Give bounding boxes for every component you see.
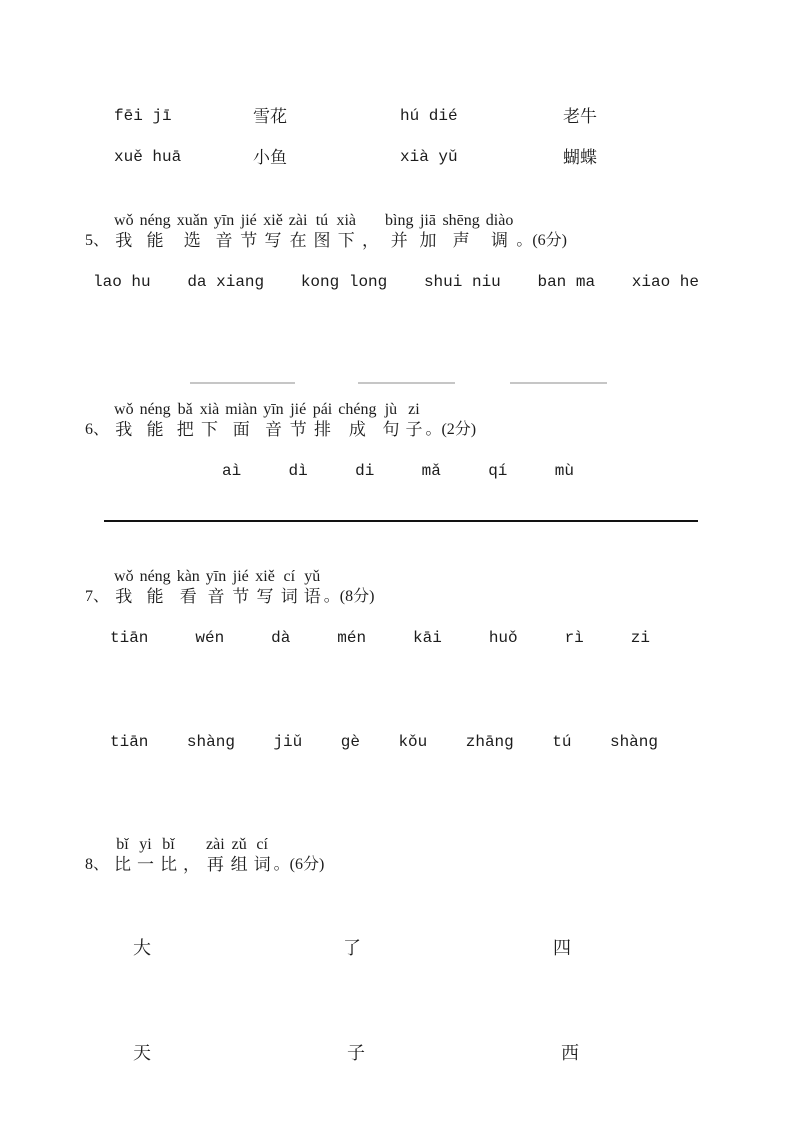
pinyin-syllable: wǒ — [114, 212, 134, 229]
pinyin-hanzi-pair — [416, 211, 439, 251]
pinyin-syllable: zài — [206, 836, 225, 853]
hanzi-char: 加 — [419, 231, 437, 250]
hanzi-char: 组 — [230, 855, 248, 874]
answer-line — [510, 382, 607, 384]
question-score: 。(2分) — [425, 421, 477, 438]
hanzi-char: 节 — [232, 587, 250, 606]
question-score: 。(8分) — [323, 588, 375, 605]
pinyin-syllable: shēng — [442, 212, 480, 229]
question-5-heading — [85, 211, 567, 251]
word-bank-item: shui niu — [423, 273, 501, 291]
pinyin-syllable: bǐ — [162, 836, 175, 853]
pinyin-syllable: zài — [288, 212, 308, 229]
pinyin-hanzi-pair — [197, 400, 223, 440]
pinyin-syllable: pái — [312, 401, 333, 418]
pinyin-syllable: yīn — [213, 212, 235, 229]
pinyin-syllable: xià — [199, 401, 220, 418]
pinyin-syllable: bǐ — [116, 836, 129, 853]
pinyin-hanzi-pair — [260, 400, 286, 440]
pinyin-syllable: néng — [139, 212, 171, 229]
hanzi-char: 写 — [256, 587, 274, 606]
question-6-heading — [85, 400, 476, 440]
hanzi-char: 句 — [382, 420, 400, 439]
pinyin-word: kǒu — [398, 733, 428, 751]
pinyin-word: gè — [340, 733, 360, 751]
match-cell: fēi jī — [114, 107, 172, 125]
pinyin-hanzi-pair — [439, 211, 482, 251]
hanzi-char: 我 — [115, 420, 133, 439]
compare-hanzi: 四 — [553, 938, 571, 958]
question-5-ruby-row — [111, 211, 516, 251]
hanzi-char: 下 — [337, 231, 355, 250]
hanzi-char: 选 — [183, 231, 201, 250]
hanzi-char: ， — [362, 231, 379, 250]
section-divider — [104, 520, 698, 522]
pinyin-syllable: xiě — [255, 568, 275, 585]
pinyin-hanzi-pair — [157, 835, 180, 875]
hanzi-char: 并 — [390, 231, 408, 250]
hanzi-char: ， — [183, 855, 201, 874]
hanzi-char: 词 — [280, 587, 298, 606]
match-row-2 — [0, 145, 793, 170]
pinyin-hanzi-pair — [137, 400, 174, 440]
question-7-pinyin-row-1 — [110, 628, 650, 648]
pinyin-word: kāi — [413, 629, 442, 647]
pinyin-hanzi-pair — [483, 211, 517, 251]
match-cell: xuě huā — [114, 148, 182, 166]
pinyin-syllable: yīn — [263, 401, 284, 418]
pinyin-syllable: néng — [139, 401, 171, 418]
syllable: di — [355, 462, 375, 480]
pinyin-hanzi-pair — [287, 400, 310, 440]
hanzi-char: 能 — [146, 420, 164, 439]
hanzi-char: 比 — [114, 855, 132, 874]
pinyin-hanzi-pair — [301, 567, 324, 607]
hanzi-char: 面 — [232, 420, 250, 439]
match-cell: 雪花 — [253, 107, 287, 126]
question-number: 5、 — [85, 232, 110, 249]
pinyin-hanzi-pair — [359, 211, 382, 251]
compare-hanzi: 了 — [343, 938, 361, 958]
pinyin-hanzi-pair — [229, 567, 252, 607]
hanzi-char: 图 — [313, 231, 331, 250]
compare-hanzi: 大 — [133, 938, 151, 958]
hanzi-char: 词 — [253, 855, 271, 874]
pinyin-syllable: zǔ — [231, 836, 247, 853]
pinyin-syllable: jié — [240, 212, 257, 229]
hanzi-char: 节 — [289, 420, 307, 439]
pinyin-word: shàng — [186, 733, 235, 751]
pinyin-hanzi-pair — [134, 835, 157, 875]
hanzi-char: 在 — [289, 231, 307, 250]
pinyin-hanzi-pair — [111, 567, 137, 607]
compare-hanzi: 天 — [133, 1043, 151, 1063]
pinyin-word: jiǔ — [273, 733, 303, 751]
pinyin-syllable: bìng — [385, 212, 414, 229]
hanzi-char: 把 — [176, 420, 194, 439]
hanzi-char: 我 — [115, 231, 133, 250]
match-cell: 小鱼 — [253, 148, 287, 167]
hanzi-char: 比 — [160, 855, 178, 874]
pinyin-syllable: xiě — [263, 212, 283, 229]
question-6-syllable-row — [222, 461, 574, 481]
syllable: qí — [488, 462, 508, 480]
pinyin-syllable: jié — [290, 401, 307, 418]
pinyin-syllable: jié — [232, 568, 249, 585]
pinyin-syllable: yīn — [205, 568, 227, 585]
question-8-char-row-2 — [133, 1041, 579, 1065]
pinyin-hanzi-pair — [137, 211, 174, 251]
pinyin-hanzi-pair — [286, 211, 311, 251]
hanzi-char: 再 — [206, 855, 224, 874]
pinyin-hanzi-pair — [111, 400, 137, 440]
pinyin-syllable: kàn — [176, 568, 200, 585]
hanzi-char: 声 — [452, 231, 470, 250]
pinyin-hanzi-pair — [382, 211, 416, 251]
hanzi-char: 音 — [264, 420, 282, 439]
hanzi-char: 一 — [137, 855, 155, 874]
pinyin-hanzi-pair — [278, 567, 301, 607]
pinyin-syllable: jù — [384, 401, 398, 418]
pinyin-syllable: chéng — [338, 401, 377, 418]
answer-line — [358, 382, 455, 384]
pinyin-word: wén — [195, 629, 225, 647]
pinyin-word: zi — [630, 629, 650, 647]
answer-line — [190, 382, 295, 384]
question-number: 7、 — [85, 588, 110, 605]
question-8-ruby-row — [111, 835, 274, 875]
word-bank-item: kong long — [300, 273, 388, 291]
pinyin-hanzi-pair — [203, 567, 229, 607]
question-7-heading — [85, 567, 374, 607]
pinyin-hanzi-pair — [222, 400, 260, 440]
pinyin-syllable: cí — [256, 836, 268, 853]
pinyin-syllable: wǒ — [114, 401, 134, 418]
syllable: dì — [288, 462, 308, 480]
hanzi-char: 节 — [240, 231, 258, 250]
pinyin-hanzi-pair — [228, 835, 251, 875]
pinyin-syllable: xià — [336, 212, 356, 229]
question-7-ruby-row — [111, 567, 324, 607]
pinyin-hanzi-pair — [252, 567, 278, 607]
pinyin-syllable: yǔ — [304, 568, 321, 585]
hanzi-char: 调 — [491, 231, 509, 250]
hanzi-char: 子 — [405, 420, 423, 439]
pinyin-word: zhāng — [465, 733, 514, 751]
match-cell: xià yǔ — [400, 148, 458, 166]
question-number: 6、 — [85, 421, 110, 438]
hanzi-char: 排 — [313, 420, 331, 439]
word-bank-item: lao hu — [93, 273, 151, 291]
compare-hanzi: 子 — [347, 1043, 365, 1063]
word-bank-item: da xiang — [187, 273, 265, 291]
pinyin-word: tiān — [110, 629, 149, 647]
match-cell: hú dié — [400, 107, 458, 125]
pinyin-hanzi-pair — [174, 567, 203, 607]
pinyin-hanzi-pair — [203, 835, 228, 875]
hanzi-char: 语 — [303, 587, 321, 606]
pinyin-hanzi-pair — [180, 835, 203, 875]
hanzi-char: 我 — [115, 587, 133, 606]
pinyin-syllable: yi — [139, 836, 152, 853]
question-8-char-row-1 — [133, 936, 571, 960]
question-number: 8、 — [85, 856, 110, 873]
pinyin-syllable: jiā — [419, 212, 436, 229]
pinyin-hanzi-pair — [111, 211, 137, 251]
pinyin-syllable: cí — [283, 568, 296, 585]
question-6-ruby-row — [111, 400, 425, 440]
pinyin-word: huǒ — [488, 629, 518, 647]
pinyin-syllable: wǒ — [114, 568, 134, 585]
pinyin-syllable: diào — [485, 212, 514, 229]
pinyin-word: dà — [271, 629, 291, 647]
pinyin-hanzi-pair — [335, 400, 379, 440]
word-bank-item: ban ma — [537, 273, 596, 291]
hanzi-char: 能 — [146, 587, 164, 606]
pinyin-hanzi-pair — [111, 835, 134, 875]
pinyin-hanzi-pair — [137, 567, 174, 607]
match-cell: 蝴蝶 — [563, 148, 597, 167]
pinyin-syllable: tú — [315, 212, 329, 229]
pinyin-word: tiān — [110, 733, 149, 751]
question-score: 。(6分) — [516, 232, 567, 249]
question-8-heading — [85, 835, 324, 875]
pinyin-syllable: bǎ — [177, 401, 193, 418]
syllable: aì — [222, 462, 242, 480]
hanzi-char: 看 — [179, 587, 197, 606]
pinyin-hanzi-pair — [237, 211, 260, 251]
hanzi-char: 音 — [207, 587, 225, 606]
word-bank-item: xiao he — [631, 273, 699, 291]
hanzi-char: 成 — [348, 420, 366, 439]
syllable: mǎ — [421, 462, 441, 480]
pinyin-syllable: néng — [139, 568, 171, 585]
pinyin-hanzi-pair — [402, 400, 425, 440]
pinyin-word: rì — [564, 629, 584, 647]
pinyin-hanzi-pair — [251, 835, 274, 875]
syllable: mù — [554, 462, 574, 480]
pinyin-hanzi-pair — [260, 211, 286, 251]
question-score: 。(6分) — [273, 856, 325, 873]
pinyin-hanzi-pair — [174, 211, 211, 251]
match-exercise — [0, 104, 793, 170]
pinyin-hanzi-pair — [211, 211, 237, 251]
hanzi-char: 写 — [264, 231, 282, 250]
pinyin-word: shàng — [609, 733, 658, 751]
hanzi-char: 音 — [215, 231, 233, 250]
pinyin-syllable: zi — [408, 401, 420, 418]
question-7-pinyin-row-2 — [110, 732, 658, 752]
pinyin-hanzi-pair — [310, 211, 333, 251]
pinyin-syllable: xuǎn — [176, 212, 208, 229]
hanzi-char: 下 — [200, 420, 218, 439]
match-row-1 — [0, 104, 793, 129]
pinyin-word: mén — [337, 629, 367, 647]
pinyin-hanzi-pair — [333, 211, 359, 251]
pinyin-hanzi-pair — [379, 400, 402, 440]
question-5-word-bank — [93, 272, 699, 292]
compare-hanzi: 西 — [561, 1043, 579, 1063]
pinyin-hanzi-pair — [310, 400, 336, 440]
pinyin-word: tú — [552, 733, 572, 751]
pinyin-hanzi-pair — [174, 400, 197, 440]
hanzi-char: 能 — [146, 231, 164, 250]
pinyin-syllable: miàn — [225, 401, 258, 418]
match-cell: 老牛 — [563, 107, 597, 126]
